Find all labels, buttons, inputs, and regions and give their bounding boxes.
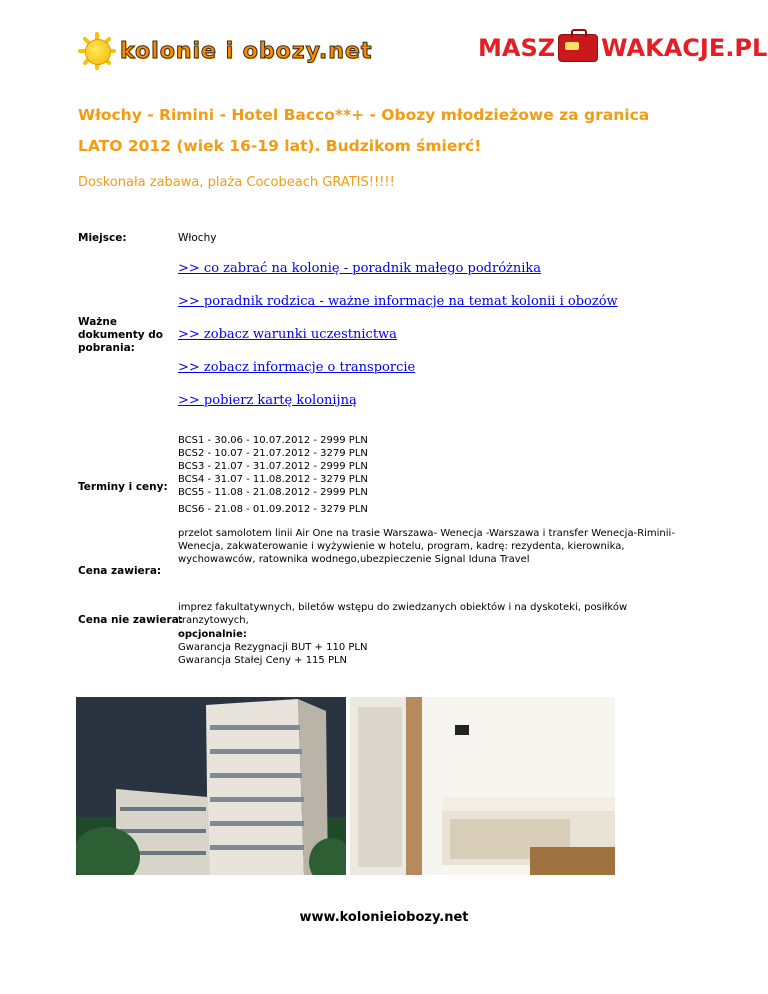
term-row: BCS3 - 21.07 - 31.07.2012 - 2999 PLN xyxy=(178,461,368,472)
optional-heading: opcjonalnie: xyxy=(178,629,247,640)
kolonie-logo[interactable] xyxy=(78,32,372,70)
sun-icon xyxy=(78,32,116,70)
terms-label: Terminy i ceny: xyxy=(78,481,168,493)
optional-line: Gwarancja Stałej Ceny + 115 PLN xyxy=(178,655,348,666)
link-participation-terms[interactable]: >> zobacz warunki uczestnictwa xyxy=(178,327,397,342)
logo-word-wakacje: WAKACJE.PL xyxy=(601,34,768,62)
includes-label: Cena zawiera: xyxy=(78,565,162,577)
title-line-1: Włochy - Rimini - Hotel Bacco**+ - Obozy młodzieżowe za granica xyxy=(78,106,650,124)
excludes-text xyxy=(178,601,678,627)
term-row: BCS6 - 21.08 - 01.09.2012 - 3279 PLN xyxy=(178,504,368,515)
term-row: BCS5 - 11.08 - 21.08.2012 - 2999 PLN xyxy=(178,487,368,498)
optional-block xyxy=(178,628,367,667)
title-line-2: LATO 2012 (wiek 16-19 lat). Budzikom śmierć! xyxy=(78,137,482,155)
logo-word-masz: MASZ xyxy=(478,34,556,62)
terms-list xyxy=(178,434,368,516)
excludes-label: Cena nie zawiera: xyxy=(78,614,183,626)
location-value: Włochy xyxy=(178,232,217,244)
optional-line: Gwarancja Rezygnacji BUT + 110 PLN xyxy=(178,642,368,653)
documents-label: Ważne dokumenty do pobrania: xyxy=(78,316,163,354)
term-row: BCS4 - 31.07 - 11.08.2012 - 3279 PLN xyxy=(178,474,368,485)
footer-url[interactable]: www.kolonieiobozy.net xyxy=(299,910,469,925)
location-label: Miejsce: xyxy=(78,232,127,244)
term-row: BCS2 - 10.07 - 21.07.2012 - 3279 PLN xyxy=(178,448,368,459)
hotel-room-photo xyxy=(350,697,615,875)
page-subtitle: Doskonała zabawa, plaża Cocobeach GRATIS!!!!! xyxy=(78,175,395,190)
includes-text: przelot samolotem linii Air One na trasie Warszawa- Wenecja -Warszawa i transfer Wenecja-Riminii-Wenecja, zakwaterowanie i wyżywienie w hotelu, program, kadrę: rezydenta, kierownika, wychowawców, ratownika wodnego,ubezpieczenie Signal Iduna Travel xyxy=(178,528,675,565)
link-packing-guide[interactable]: >> co zabrać na kolonię - poradnik małego podróżnika xyxy=(178,261,542,276)
kolonie-logo-text: kolonie i obozy.net xyxy=(120,38,373,64)
excludes-value: imprez fakultatywnych, biletów wstępu do zwiedzanych obiektów i na dyskoteki, posiłków tranzytowych, xyxy=(178,602,628,626)
header xyxy=(0,22,768,82)
page-title xyxy=(78,100,698,162)
link-parent-guide[interactable]: >> poradnik rodzica - ważne informacje na temat kolonii i obozów xyxy=(178,294,618,309)
link-transport-info[interactable]: >> zobacz informacje o transporcie xyxy=(178,360,416,375)
masz-wakacje-logo[interactable] xyxy=(478,34,767,62)
hotel-building-photo xyxy=(76,697,346,875)
term-row: BCS1 - 30.06 - 10.07.2012 - 2999 PLN xyxy=(178,435,368,446)
suitcase-icon xyxy=(558,34,598,62)
link-camp-card[interactable]: >> pobierz kartę kolonijną xyxy=(178,393,357,408)
